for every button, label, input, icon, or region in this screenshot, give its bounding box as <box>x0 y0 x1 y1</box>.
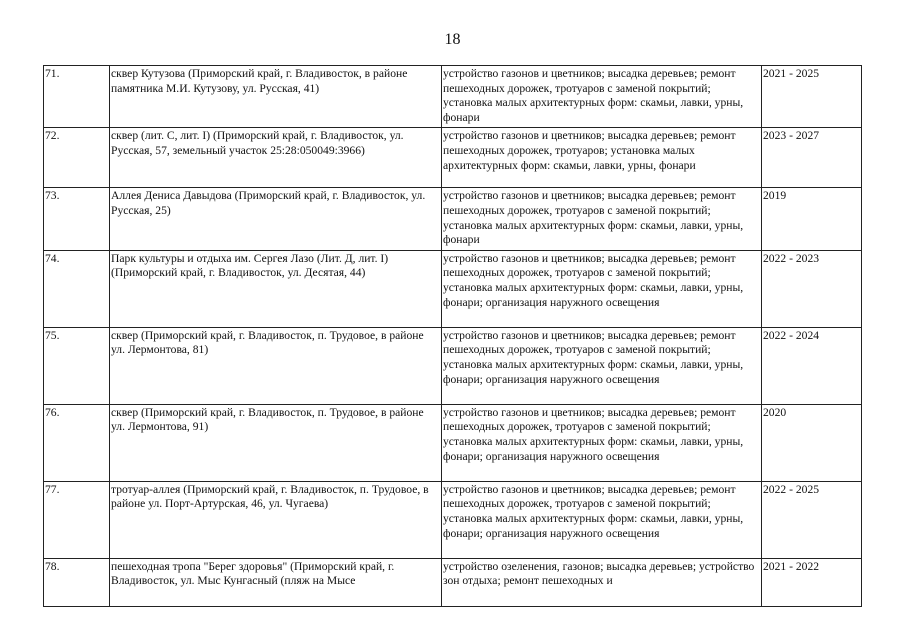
row-number: 74. <box>44 250 110 327</box>
works-cell: устройство газонов и цветников; высадка деревьев; ремонт пешеходных дорожек, тротуаров с заменой покрытий; установка малых архитектурных форм: скамьи, лавки, урны, фонари <box>442 188 762 250</box>
object-cell: сквер (Приморский край, г. Владивосток, п. Трудовое, в районе ул. Лермонтова, 91) <box>110 404 442 481</box>
works-cell: устройство газонов и цветников; высадка деревьев; ремонт пешеходных дорожек, тротуаров с заменой покрытий; установка малых архитектурных форм: скамьи, лавки, урны, фонари; организация наружного освещения <box>442 481 762 558</box>
table-row <box>44 404 862 481</box>
object-cell: сквер (лит. С, лит. I) (Приморский край, г. Владивосток, ул. Русская, 57, земельный участок 25:28:050049:3966) <box>110 128 442 188</box>
works-cell: устройство газонов и цветников; высадка деревьев; ремонт пешеходных дорожек, тротуаров с заменой покрытий; установка малых архитектурных форм: скамьи, лавки, урны, фонари <box>442 66 762 128</box>
years-cell: 2019 <box>762 188 862 250</box>
years-cell: 2023 - 2027 <box>762 128 862 188</box>
years-cell: 2020 <box>762 404 862 481</box>
works-cell: устройство озеленения, газонов; высадка деревьев; устройство зон отдыха; ремонт пешеходных и <box>442 558 762 606</box>
table-row <box>44 250 862 327</box>
table-row <box>44 66 862 128</box>
table-row <box>44 188 862 250</box>
works-cell: устройство газонов и цветников; высадка деревьев; ремонт пешеходных дорожек, тротуаров с заменой покрытий; установка малых архитектурных форм: скамьи, лавки, урны, фонари; организация наружного освещения <box>442 250 762 327</box>
table-row <box>44 128 862 188</box>
years-cell: 2022 - 2025 <box>762 481 862 558</box>
table-row <box>44 327 862 404</box>
works-cell: устройство газонов и цветников; высадка деревьев; ремонт пешеходных дорожек, тротуаров с заменой покрытий; установка малых архитектурных форм: скамьи, лавки, урны, фонари; организация наружного освещения <box>442 327 762 404</box>
object-cell: сквер Кутузова (Приморский край, г. Владивосток, в районе памятника М.И. Кутузову, ул. Русская, 41) <box>110 66 442 128</box>
row-number: 78. <box>44 558 110 606</box>
row-number: 77. <box>44 481 110 558</box>
years-cell: 2021 - 2025 <box>762 66 862 128</box>
row-number: 72. <box>44 128 110 188</box>
works-cell: устройство газонов и цветников; высадка деревьев; ремонт пешеходных дорожек, тротуаров; установка малых архитектурных форм: скамьи, лавки, урны, фонари <box>442 128 762 188</box>
object-cell: Аллея Дениса Давыдова (Приморский край, г. Владивосток, ул. Русская, 25) <box>110 188 442 250</box>
years-cell: 2022 - 2024 <box>762 327 862 404</box>
table-row <box>44 481 862 558</box>
works-table <box>43 65 862 607</box>
row-number: 73. <box>44 188 110 250</box>
years-cell: 2021 - 2022 <box>762 558 862 606</box>
object-cell: тротуар-аллея (Приморский край, г. Владивосток, п. Трудовое, в районе ул. Порт-Артурская, 46, ул. Чугаева) <box>110 481 442 558</box>
object-cell: Парк культуры и отдыха им. Сергея Лазо (Лит. Д, лит. I) (Приморский край, г. Владивосток, ул. Десятая, 44) <box>110 250 442 327</box>
row-number: 76. <box>44 404 110 481</box>
table-row <box>44 558 862 606</box>
years-cell: 2022 - 2023 <box>762 250 862 327</box>
row-number: 75. <box>44 327 110 404</box>
row-number: 71. <box>44 66 110 128</box>
object-cell: сквер (Приморский край, г. Владивосток, п. Трудовое, в районе ул. Лермонтова, 81) <box>110 327 442 404</box>
object-cell: пешеходная тропа "Берег здоровья" (Приморский край, г. Владивосток, ул. Мыс Кунгасный (пляж на Мысе <box>110 558 442 606</box>
works-cell: устройство газонов и цветников; высадка деревьев; ремонт пешеходных дорожек, тротуаров с заменой покрытий; установка малых архитектурных форм: скамьи, лавки, урны, фонари; организация наружного освещения <box>442 404 762 481</box>
page-number: 18 <box>444 31 461 48</box>
